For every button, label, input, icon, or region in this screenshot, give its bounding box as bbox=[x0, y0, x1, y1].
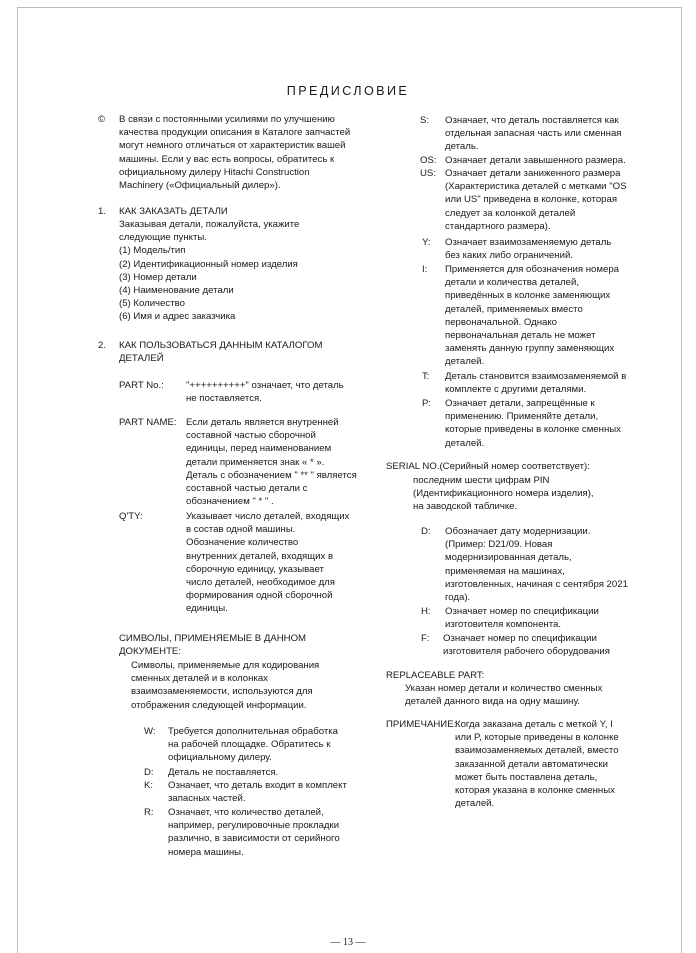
part-name-term: PART NAME: bbox=[119, 417, 177, 428]
page-frame-left bbox=[17, 7, 18, 953]
code-s: S: bbox=[420, 115, 430, 126]
part-name-definition: Если деталь является внутренней составной частью сборочной единицы, перед наименованием детали применяется знак « * ». Деталь с обозначением " ** " является составной частью детали с обозначением " * " . bbox=[186, 417, 357, 508]
code-us-desc: Означает детали заниженного размера (Характеристика деталей с метками "OS или US" приведена в колонке, которая следует за колонкой деталей стандартного размера). bbox=[445, 168, 627, 232]
code-s-desc: Означает, что деталь поставляется как отдельная запасная часть или сменная деталь. bbox=[445, 115, 622, 153]
page-frame-right bbox=[681, 7, 682, 953]
section-1-number: 1. bbox=[98, 206, 107, 217]
part-no-term: PART No.: bbox=[119, 380, 164, 391]
symbol-code-r: R: bbox=[144, 807, 154, 818]
symbol-desc-w: Требуется дополнительная обработка на рабочей площадке. Обратитесь к официальному дилеру. bbox=[168, 726, 338, 764]
serial-code-d: D: bbox=[421, 526, 431, 537]
code-us: US: bbox=[420, 168, 436, 179]
page-frame-top bbox=[17, 7, 681, 8]
section-1-list: Заказывая детали, пожалуйста, укажите следующие пункты. (1) Модель/тип (2) Идентификационный номер изделия (3) Номер детали (4) Наименование детали (5) Количество (6) Имя и адрес заказчика bbox=[119, 219, 300, 323]
code-y-desc: Означает взаимозаменяемую деталь без каких либо ограничений. bbox=[445, 237, 612, 262]
part-no-definition: "++++++++++" означает, что деталь не поставляется. bbox=[186, 380, 344, 405]
page-number: — 13 — bbox=[330, 937, 366, 948]
code-os-desc: Означает детали завышенного размера. bbox=[445, 155, 626, 166]
serial-desc-h: Означает номер по спецификации изготовителя компонента. bbox=[445, 606, 599, 631]
serial-code-h: H: bbox=[421, 606, 431, 617]
copyright-icon: © bbox=[98, 114, 106, 125]
code-i-desc: Применяется для обозначения номера детали и количества деталей, приведённых в колонке заменяющих деталей, применяемых вместо первоначальной. Однако первоначальная деталь не может заменять данную группу заменяющих деталей. bbox=[445, 264, 619, 368]
code-p: P: bbox=[422, 398, 432, 409]
serial-code-f: F: bbox=[421, 633, 430, 644]
serial-text: последним шести цифрам PIN (Идентификационного номера изделия), на заводской табличке. bbox=[413, 475, 594, 513]
section-1-heading: КАК ЗАКАЗАТЬ ДЕТАЛИ bbox=[119, 206, 228, 217]
note-term: ПРИМЕЧАНИЕ: bbox=[386, 719, 457, 730]
code-t-desc: Деталь становится взаимозаменяемой в комплекте с другими деталями. bbox=[445, 371, 627, 396]
page-title: ПРЕДИСЛОВИЕ bbox=[286, 84, 410, 98]
symbol-code-k: K: bbox=[144, 780, 154, 791]
symbol-code-w: W: bbox=[144, 726, 156, 737]
serial-desc-f: Означает номер по спецификации изготовителя рабочего оборудования bbox=[443, 633, 610, 658]
code-i: I: bbox=[422, 264, 428, 275]
symbols-heading: СИМВОЛЫ, ПРИМЕНЯЕМЫЕ В ДАННОМ ДОКУМЕНТЕ: bbox=[119, 633, 307, 658]
replaceable-text: Указан номер детали и количество сменных деталей данного вида на одну машину. bbox=[405, 683, 603, 708]
qty-definition: Указывает число деталей, входящих в состав одной машины. Обозначение количество внутренних деталей, входящих в сборочную единицу, указывает число деталей, необходимое для формирования одной сборочной единицы. bbox=[186, 511, 350, 615]
symbol-desc-d: Деталь не поставляется. bbox=[168, 767, 279, 778]
code-p-desc: Означает детали, запрещённые к применению. Применяйте детали, которые приведены в колонке сменных деталей. bbox=[445, 398, 621, 449]
note-text: Когда заказана деталь с меткой Y, I или P, которые приведены в колонке взаимозаменяемых деталей, вместо заказанной детали автоматически может быть поставлена деталь, которая указана в колонке сменных деталей. bbox=[455, 719, 619, 810]
section-2-number: 2. bbox=[98, 340, 107, 351]
section-2-heading: КАК ПОЛЬЗОВАТЬСЯ ДАННЫМ КАТАЛОГОМ ДЕТАЛЕЙ bbox=[119, 340, 323, 365]
code-y: Y: bbox=[422, 237, 431, 248]
serial-desc-d: Обозначает дату модернизации. (Пример: D21/09. Новая модернизированная деталь, применяемая на машинах, изготовленных, начиная с сентября 2021 года). bbox=[445, 526, 628, 604]
intro-paragraph: В связи с постоянными усилиями по улучшению качества продукции описания в Каталоге запчастей могут немного отличаться от характеристик вашей машины. Если у вас есть вопросы, обратитесь к официальному дилеру Hitachi Construction Machinery («Официальный дилер»). bbox=[119, 114, 351, 192]
replaceable-heading: REPLACEABLE PART: bbox=[386, 670, 485, 681]
serial-heading: SERIAL NO.(Серийный номер соответствует): bbox=[386, 461, 590, 472]
qty-term: Q'TY: bbox=[119, 511, 143, 522]
symbol-code-d: D: bbox=[144, 767, 154, 778]
symbol-desc-r: Означает, что количество деталей, например, регулировочные прокладки различно, в зависимости от серийного номера машины. bbox=[168, 807, 340, 858]
symbol-desc-k: Означает, что деталь входит в комплект запасных частей. bbox=[168, 780, 347, 805]
code-t: T: bbox=[422, 371, 430, 382]
code-os: OS: bbox=[420, 155, 437, 166]
symbols-intro: Символы, применяемые для кодирования сменных деталей и в колонках взаимозаменяемости, используются для отображения следующей информации. bbox=[131, 660, 320, 711]
